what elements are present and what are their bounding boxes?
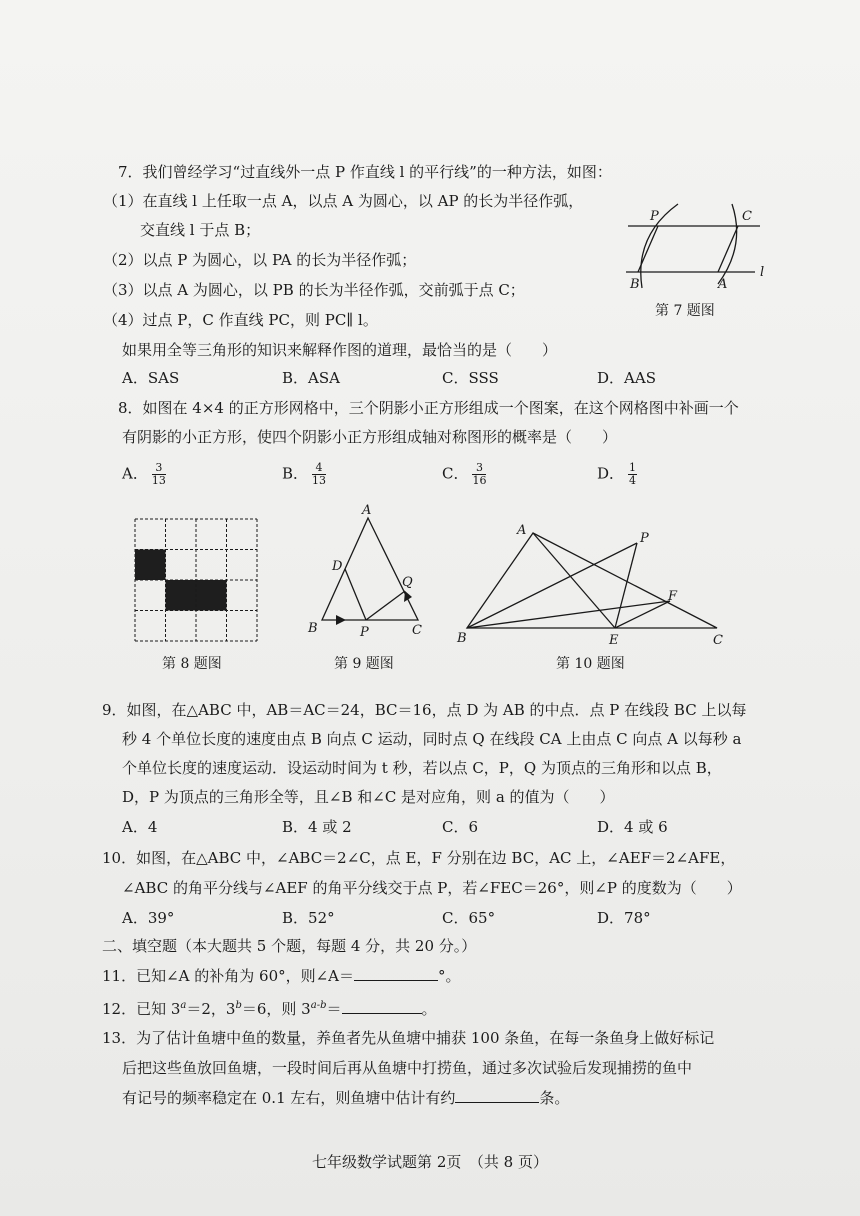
q12: 12．已知 $3^a=2$，$3^b=6$，则 $3^{a-b}=$ 。 (102, 1000, 437, 1018)
q9-label-d: D (332, 559, 343, 574)
q8-option-d: D． $\frac{1}{4}$ (597, 461, 637, 487)
q7-step-4: （4）过点 P，C 作直线 PC，则 PC∥ l。 (103, 311, 378, 329)
q7-option-d: D．AAS (597, 369, 656, 387)
q7-option-c: C．SSS (442, 369, 499, 387)
q10-label-c: C (713, 633, 723, 648)
q7-step-2: （2）以点 P 为圆心，以 PA 的长为半径作弧； (103, 251, 417, 269)
q7-label-c: C (742, 209, 752, 224)
q7-question: 如果用全等三角形的知识来解释作图的道理，最恰当的是（ ） (122, 341, 558, 359)
q10-label-e: E (609, 633, 619, 648)
q9-figure-caption: 第 9 题图 (334, 656, 394, 672)
q7-figure (620, 196, 770, 296)
q7-figure-caption: 第 7 题图 (655, 303, 715, 319)
q11-answer-blank[interactable] (354, 966, 438, 981)
q11: 11．已知∠A 的补角为 60°，则∠A＝ °。 (102, 967, 461, 985)
q7-option-b: B．ASA (282, 369, 340, 387)
q8-option-a: A． $\frac{3}{13}$ (122, 461, 166, 487)
q7-step-3: （3）以点 A 为圆心，以 PB 的长为半径作弧，交前弧于点 C； (103, 281, 525, 299)
q7-label-b: B (630, 277, 640, 292)
q9-stem-line-1: 9．如图，在△ABC 中，AB＝AC＝24，BC＝16，点 D 为 AB 的中点．点 P 在线段 BC 上以每 (102, 701, 747, 719)
q7-stem: 7．我们曾经学习“过直线外一点 P 作直线 l 的平行线”的一种方法，如图： (118, 163, 612, 181)
q13-answer-blank[interactable] (455, 1088, 539, 1103)
q9-label-q: Q (402, 575, 413, 590)
q10-option-d: D．78° (597, 909, 651, 927)
q10-label-p: P (640, 531, 649, 546)
q10-figure (455, 518, 735, 648)
q10-figure-caption: 第 10 题图 (556, 656, 625, 672)
q9-label-a: A (362, 503, 372, 518)
q9-option-a: A．4 (122, 818, 158, 836)
q10-label-a: A (517, 523, 527, 538)
q9-option-b: B．4 或 2 (282, 818, 352, 836)
q7-option-a: A．SAS (122, 369, 180, 387)
q13-line-2: 后把这些鱼放回鱼塘，一段时间后再从鱼塘中打捞鱼，通过多次试验后发现捕捞的鱼中 (122, 1059, 693, 1077)
q8-grid-figure (134, 518, 258, 642)
q8-option-c: C． $\frac{3}{16}$ (442, 461, 487, 487)
q8-stem-line-1: 8．如图在 4×4 的正方形网格中，三个阴影小正方形组成一个图案，在这个网格图中补画一个 (118, 399, 739, 417)
q8-figure-caption: 第 8 题图 (162, 656, 222, 672)
q10-stem-line-2: ∠ABC 的角平分线与∠AEF 的角平分线交于点 P，若∠FEC＝26°，则∠P 的度数为（ ） (122, 879, 742, 897)
q13-line-3: 有记号的频率稳定在 0.1 左右，则鱼塘中估计有约 条。 (122, 1089, 570, 1107)
q10-label-f: F (668, 589, 678, 604)
q9-stem-line-2: 秒 4 个单位长度的速度由点 B 向点 C 运动，同时点 Q 在线段 CA 上由点 C 向点 A 以每秒 a (122, 730, 742, 748)
q9-label-b: B (308, 621, 318, 636)
q9-option-c: C．6 (442, 818, 479, 836)
q7-label-p: P (650, 209, 659, 224)
q8-shaded-cell-3 (196, 580, 227, 611)
page-footer: 七年级数学试题第 2页 （共 8 页） (312, 1153, 548, 1171)
q9-option-d: D．4 或 6 (597, 818, 668, 836)
q9-figure (300, 500, 440, 645)
q7-step-1-cont: 交直线 l 于点 B； (140, 221, 261, 239)
q10-option-b: B．52° (282, 909, 335, 927)
q9-label-p: P (360, 625, 369, 640)
q9-label-c: C (412, 623, 422, 638)
q9-stem-line-4: D，P 为顶点的三角形全等，且∠B 和∠C 是对应角，则 a 的值为（ ） (122, 788, 615, 806)
q12-answer-blank[interactable] (342, 999, 422, 1014)
q9-stem-line-3: 个单位长度的速度运动．设运动时间为 t 秒，若以点 C，P，Q 为顶点的三角形和以点 B， (122, 759, 722, 777)
q13-line-1: 13．为了估计鱼塘中鱼的数量，养鱼者先从鱼塘中捕获 100 条鱼，在每一条鱼身上做好标记 (102, 1029, 715, 1047)
q8-option-b: B． $\frac{4}{13}$ (282, 461, 327, 487)
q10-stem-line-1: 10．如图，在△ABC 中，∠ABC＝2∠C，点 E，F 分别在边 BC，AC 上，∠AEF＝2∠AFE， (102, 849, 736, 867)
q10-option-a: A．39° (122, 909, 175, 927)
q7-label-a: A (718, 277, 728, 292)
q8-shaded-cell-1 (135, 550, 166, 581)
q10-option-c: C．65° (442, 909, 496, 927)
q10-label-b: B (457, 631, 467, 646)
q8-shaded-cell-2 (166, 580, 197, 611)
section-2-heading: 二、填空题（本大题共 5 个题，每题 4 分，共 20 分。） (102, 937, 477, 955)
q7-label-l: l (760, 265, 765, 280)
q7-step-1: （1）在直线 l 上任取一点 A，以点 A 为圆心，以 AP 的长为半径作弧， (103, 192, 584, 210)
q8-stem-line-2: 有阴影的小正方形，使四个阴影小正方形组成轴对称图形的概率是（ ） (122, 428, 618, 446)
